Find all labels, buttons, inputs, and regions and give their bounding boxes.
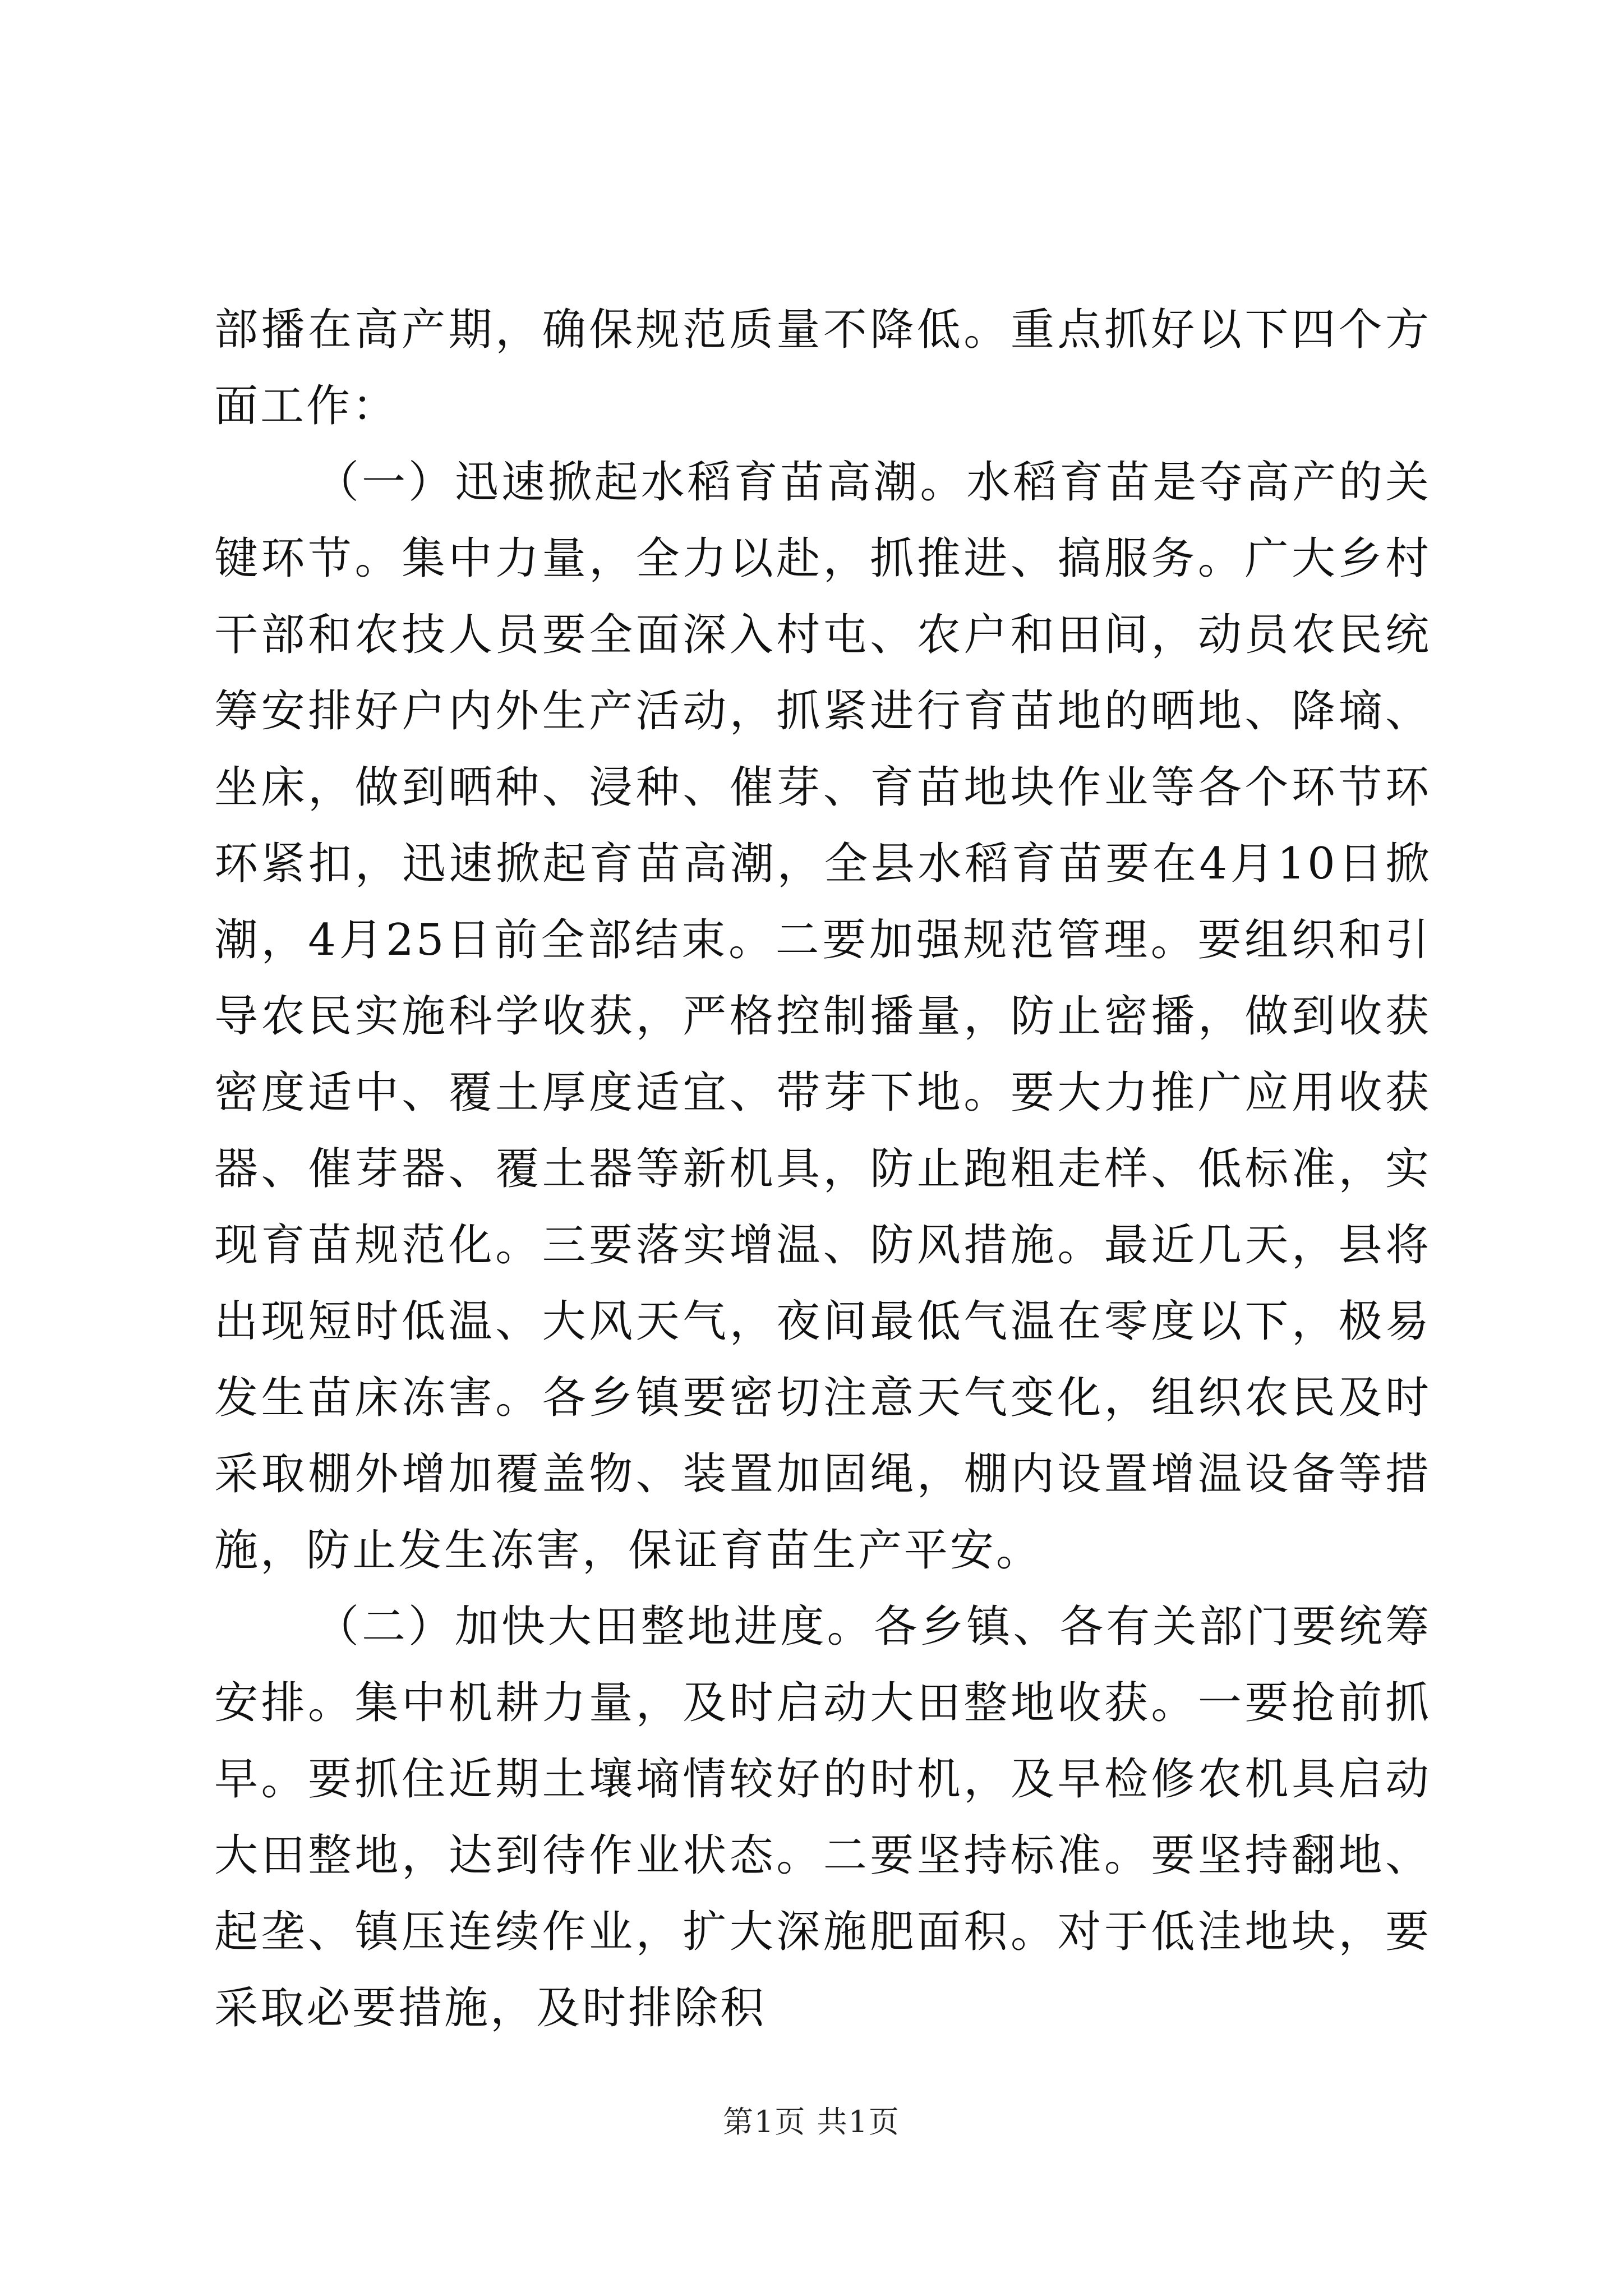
paragraph-section-1: （一）迅速掀起水稻育苗高潮。水稻育苗是夺高产的关键环节。集中力量，全力以赴，抓推进、搞服务。广大乡村干部和农技人员要全面深入村屯、农户和田间，动员农民统筹安排好户内外生产活动，抓紧进行育苗地的晒地、降墒、坐床，做到晒种、浸种、催芽、育苗地块作业等各个环节环环紧扣，迅速掀起育苗高潮，全县水稻育苗要在4月10日掀潮，4月25日前全部结束。二要加强规范管理。要组织和引导农民实施科学收获，严格控制播量，防止密播，做到收获密度适中、覆土厚度适宜、带芽下地。要大力推广应用收获器、催芽器、覆土器等新机具，防止跑粗走样、低标准，实现育苗规范化。三要落实增温、防风措施。最近几天，县将出现短时低温、大风天气，夜间最低气温在零度以下，极易发生苗床冻害。各乡镇要密切注意天气变化，组织农民及时采取棚外增加覆盖物、装置加固绳，棚内设置增温设备等措施，防止发生冻害，保证育苗生产平安。 — [214, 457, 1431, 1576]
paragraph-continuation: 部播在高产期，确保规范质量不降低。重点抓好以下四个方面工作： — [214, 305, 1431, 431]
paragraph-section-2: （二）加快大田整地进度。各乡镇、各有关部门要统筹安排。集中机耕力量，及时启动大田整地收获。一要抢前抓早。要抓住近期土壤墒情较好的时机，及早检修农机具启动大田整地，达到待作业状态。二要坚持标准。要坚持翻地、起垄、镇压连续作业，扩大深施肥面积。对于低洼地块，要采取必要措施，及时排除积 — [214, 1602, 1431, 2033]
page-footer: 第1页 共1页 — [723, 2104, 900, 2139]
document-body — [214, 292, 1431, 2046]
